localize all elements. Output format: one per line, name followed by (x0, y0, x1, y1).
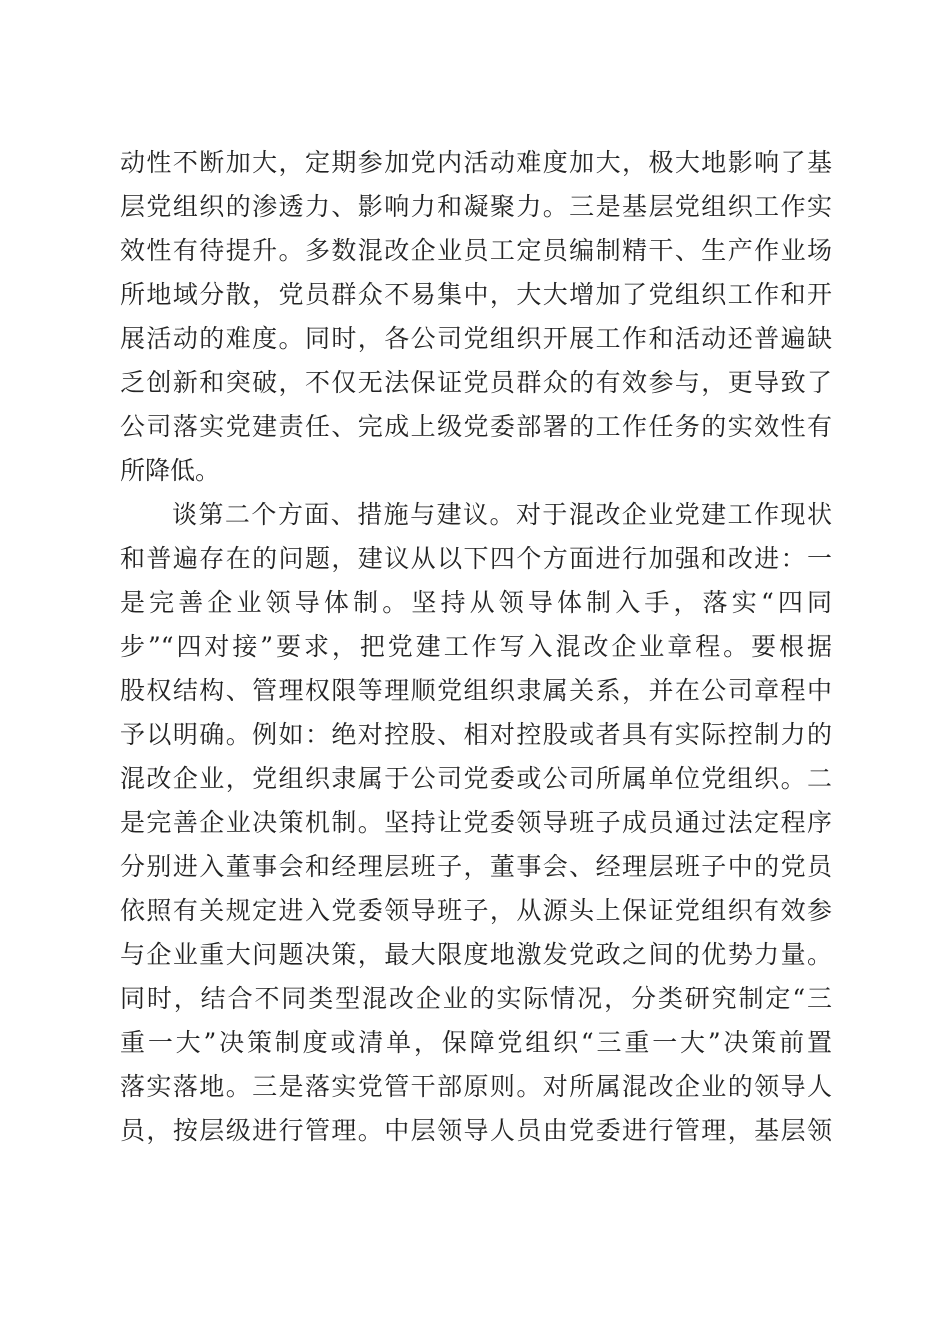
text-line: 分别进入董事会和经理层班子，董事会、经理层班子中的党员 (120, 852, 832, 881)
text-line: 是完善企业领导体制。坚持从领导体制入手，落实“四同 (120, 588, 832, 617)
text-line: 步”“四对接”要求，把党建工作写入混改企业章程。要根据 (120, 632, 832, 661)
text-line: 所地域分散，党员群众不易集中，大大增加了党组织工作和开 (120, 280, 832, 309)
text-line: 效性有待提升。多数混改企业员工定员编制精干、生产作业场 (120, 236, 832, 265)
text-line: 予以明确。例如：绝对控股、相对控股或者具有实际控制力的 (120, 720, 832, 749)
text-line: 是完善企业决策机制。坚持让党委领导班子成员通过法定程序 (120, 808, 832, 837)
text-line: 和普遍存在的问题，建议从以下四个方面进行加强和改进：一 (120, 544, 832, 573)
text-line: 依照有关规定进入党委领导班子，从源头上保证党组织有效参 (120, 896, 832, 925)
text-line: 与企业重大问题决策，最大限度地激发党政之间的优势力量。 (120, 940, 832, 969)
text-line: 层党组织的渗透力、影响力和凝聚力。三是基层党组织工作实 (120, 192, 832, 221)
text-line: 乏创新和突破，不仅无法保证党员群众的有效参与，更导致了 (120, 368, 832, 397)
text-line: 展活动的难度。同时，各公司党组织开展工作和活动还普遍缺 (120, 324, 832, 353)
paragraph-start-line: 谈第二个方面、措施与建议。对于混改企业党建工作现状 (172, 500, 832, 529)
text-line: 落实落地。三是落实党管干部原则。对所属混改企业的领导人 (120, 1072, 832, 1101)
paragraph-end-line: 所降低。 (120, 456, 221, 485)
text-line: 股权结构、管理权限等理顺党组织隶属关系，并在公司章程中 (120, 676, 832, 705)
text-line: 员，按层级进行管理。中层领导人员由党委进行管理，基层领 (120, 1116, 832, 1145)
text-line: 混改企业，党组织隶属于公司党委或公司所属单位党组织。二 (120, 764, 832, 793)
text-line: 同时，结合不同类型混改企业的实际情况，分类研究制定“三 (120, 984, 832, 1013)
text-line: 重一大”决策制度或清单，保障党组织“三重一大”决策前置 (120, 1028, 832, 1057)
text-line: 公司落实党建责任、完成上级党委部署的工作任务的实效性有 (120, 412, 832, 441)
body-text (120, 141, 832, 1153)
text-line: 动性不断加大，定期参加党内活动难度加大，极大地影响了基 (120, 148, 832, 177)
